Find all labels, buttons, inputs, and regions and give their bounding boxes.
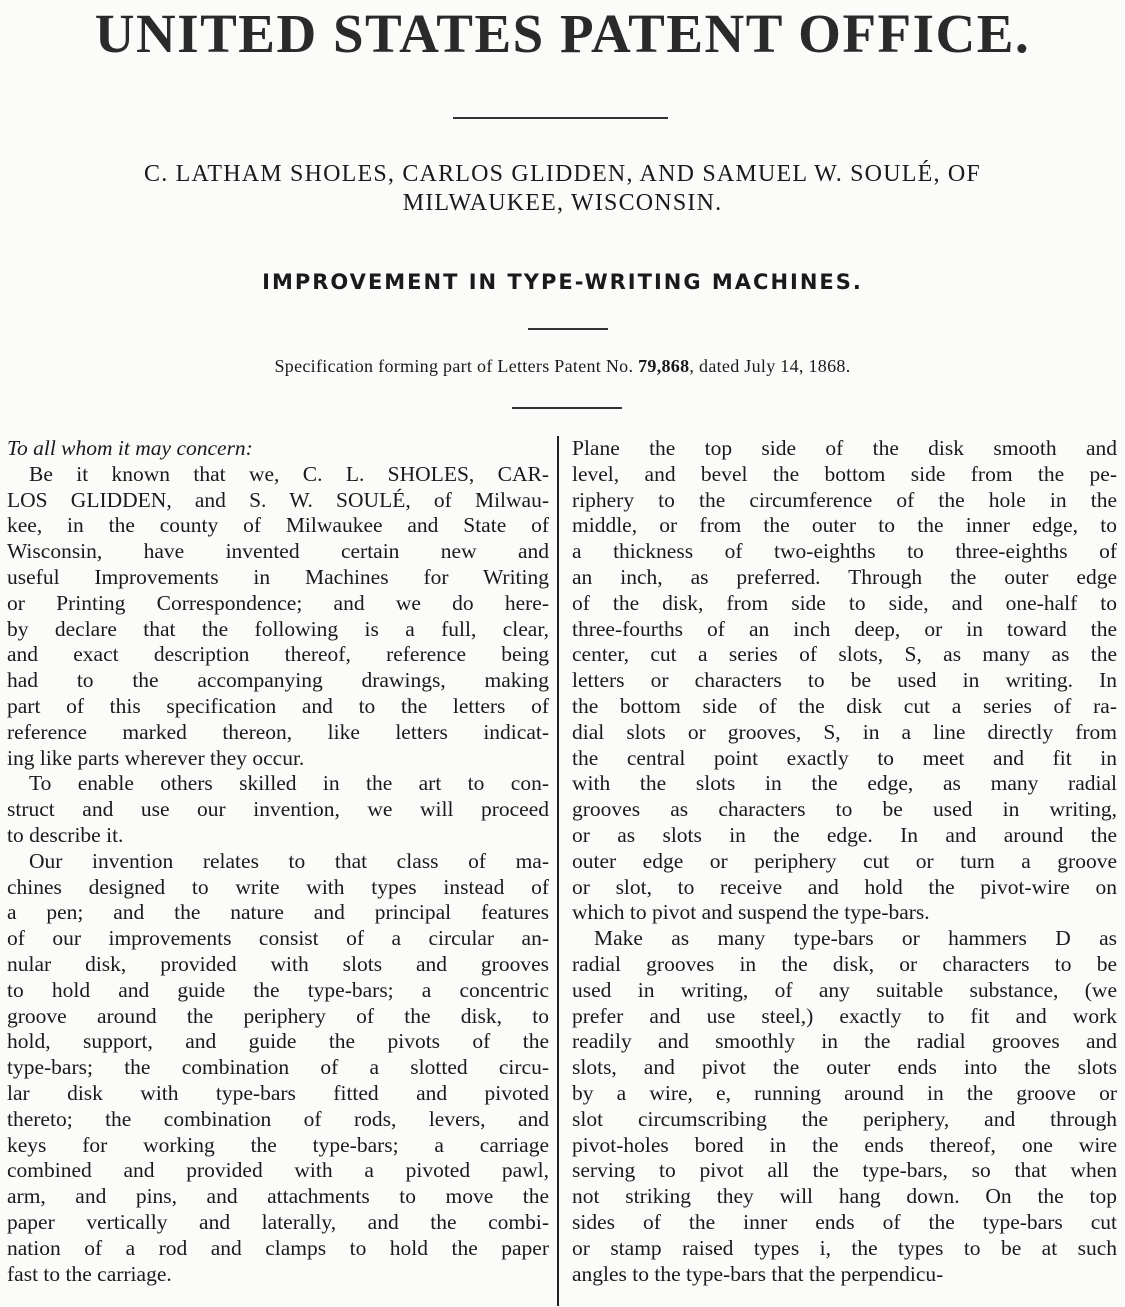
text-line: used in writing, of any suitable substance, (we bbox=[572, 977, 1117, 1002]
text-line: an inch, as preferred. Through the outer edge bbox=[572, 564, 1117, 589]
text-line: by declare that the following is a full, clear, bbox=[7, 616, 549, 641]
text-line: riphery to the circumference of the hole in the bbox=[572, 487, 1117, 512]
text-line: radial grooves in the disk, or characters to be bbox=[572, 951, 1117, 976]
text-line: by a wire, e, running around in the groove or bbox=[572, 1080, 1117, 1105]
text-line: outer edge or periphery cut or turn a groove bbox=[572, 848, 1117, 873]
text-line: keys for working the type-bars; a carriage bbox=[7, 1132, 549, 1157]
divider-rule bbox=[453, 117, 668, 119]
patent-number: 79,868 bbox=[638, 356, 690, 376]
text-line: serving to pivot all the type-bars, so that when bbox=[572, 1158, 1117, 1183]
specification-line bbox=[0, 356, 1125, 377]
text-line: not striking they will hang down. On the top bbox=[572, 1184, 1117, 1209]
text-line: fast to the carriage. bbox=[7, 1261, 172, 1286]
text-line: nular disk, provided with slots and grooves bbox=[7, 951, 549, 976]
text-line: letters or characters to be used in writing. In bbox=[572, 668, 1117, 693]
text-line: readily and smoothly in the radial grooves and bbox=[572, 1029, 1117, 1054]
text-line: groove around the periphery of the disk, to bbox=[7, 1003, 549, 1028]
text-line: a thickness of two-eighths to three-eighths of bbox=[572, 539, 1117, 564]
text-line: chines designed to write with types instead of bbox=[7, 874, 549, 899]
text-line: of our improvements consist of a circular an- bbox=[7, 926, 549, 951]
text-line: struct and use our invention, we will proceed bbox=[7, 797, 549, 822]
text-line: or as slots in the edge. In and around the bbox=[572, 822, 1117, 847]
inventors-line: C. LATHAM SHOLES, CARLOS GLIDDEN, AND SAMUEL W. SOULÉ, OF bbox=[144, 161, 981, 187]
text-line: Be it known that we, C. L. SHOLES, CAR- bbox=[29, 461, 549, 486]
text-line: kee, in the county of Milwaukee and State of bbox=[7, 513, 549, 538]
spec-prefix: Specification forming part of Letters Patent No. bbox=[274, 356, 634, 376]
text-line: Wisconsin, have invented certain new and bbox=[7, 539, 549, 564]
text-line: To all whom it may concern: bbox=[7, 436, 253, 460]
text-line: or stamp raised types i, the types to be at such bbox=[572, 1235, 1117, 1260]
text-line: reference marked thereon, like letters indicat- bbox=[7, 719, 549, 744]
text-line: and exact description thereof, reference being bbox=[7, 642, 549, 667]
text-line: ing like parts wherever they occur. bbox=[7, 745, 305, 770]
text-line: grooves as characters to be used in writing, bbox=[572, 797, 1117, 822]
text-line: center, cut a series of slots, S, as many as the bbox=[572, 642, 1117, 667]
text-line: useful Improvements in Machines for Writing bbox=[7, 564, 549, 589]
text-line: to describe it. bbox=[7, 822, 124, 847]
text-line: nation of a rod and clamps to hold the paper bbox=[7, 1235, 549, 1260]
right-column bbox=[572, 436, 1117, 1287]
text-line: arm, and pins, and attachments to move the bbox=[7, 1184, 549, 1209]
text-line: thereto; the combination of rods, levers, and bbox=[7, 1106, 549, 1131]
text-line: sides of the inner ends of the type-bars cut bbox=[572, 1209, 1117, 1234]
text-line: to hold and guide the type-bars; a concentric bbox=[7, 977, 549, 1002]
text-line: hold, support, and guide the pivots of the bbox=[7, 1029, 549, 1054]
text-line: or slot, to receive and hold the pivot-wire on bbox=[572, 874, 1117, 899]
office-heading: UNITED STATES PATENT OFFICE. bbox=[94, 3, 1031, 64]
text-line: the bottom side of the disk cut a series of ra- bbox=[572, 693, 1117, 718]
text-line: Make as many type-bars or hammers D as bbox=[594, 926, 1117, 951]
text-line: Our invention relates to that class of ma- bbox=[29, 848, 549, 873]
spec-suffix: , dated July 14, 1868. bbox=[689, 356, 851, 376]
text-line: slot circumscribing the periphery, and through bbox=[572, 1106, 1117, 1131]
divider-rule bbox=[512, 407, 622, 409]
divider-rule bbox=[528, 328, 608, 330]
text-line: pivot-holes bored in the ends thereof, one wire bbox=[572, 1132, 1117, 1157]
text-line: paper vertically and laterally, and the combi- bbox=[7, 1209, 549, 1234]
text-line: combined and provided with a pivoted pawl, bbox=[7, 1158, 549, 1183]
text-line: level, and bevel the bottom side from the pe- bbox=[572, 461, 1117, 486]
inventors-block bbox=[40, 160, 1085, 218]
text-line: which to pivot and suspend the type-bars. bbox=[572, 900, 930, 925]
text-line: with the slots in the edge, as many radial bbox=[572, 771, 1117, 796]
text-line: the central point exactly to meet and fit in bbox=[572, 745, 1117, 770]
text-line: part of this specification and to the letters of bbox=[7, 693, 549, 718]
text-line: lar disk with type-bars fitted and pivoted bbox=[7, 1080, 549, 1105]
text-line: slots, and pivot the outer ends into the slots bbox=[572, 1055, 1117, 1080]
patent-title: IMPROVEMENT IN TYPE-WRITING MACHINES. bbox=[262, 270, 863, 294]
text-line: of the disk, from side to side, and one-half to bbox=[572, 590, 1117, 615]
text-line: LOS GLIDDEN, and S. W. SOULÉ, of Milwau- bbox=[7, 487, 549, 512]
text-line: dial slots or grooves, S, in a line directly from bbox=[572, 719, 1117, 744]
text-line: To enable others skilled in the art to con- bbox=[29, 771, 549, 796]
text-line: three-fourths of an inch deep, or in toward the bbox=[572, 616, 1117, 641]
text-line: Plane the top side of the disk smooth and bbox=[572, 436, 1117, 460]
text-line: middle, or from the outer to the inner edge, to bbox=[572, 513, 1117, 538]
text-line: type-bars; the combination of a slotted circu- bbox=[7, 1055, 549, 1080]
text-line: prefer and use steel,) exactly to fit and work bbox=[572, 1003, 1117, 1028]
inventors-line: MILWAUKEE, WISCONSIN. bbox=[402, 190, 723, 216]
text-line: had to the accompanying drawings, making bbox=[7, 668, 549, 693]
text-line: or Printing Correspondence; and we do here- bbox=[7, 590, 549, 615]
text-line: a pen; and the nature and principal features bbox=[7, 900, 549, 925]
left-column bbox=[7, 436, 549, 1287]
column-divider bbox=[557, 436, 559, 1306]
text-line: angles to the type-bars that the perpendicu- bbox=[572, 1261, 944, 1286]
